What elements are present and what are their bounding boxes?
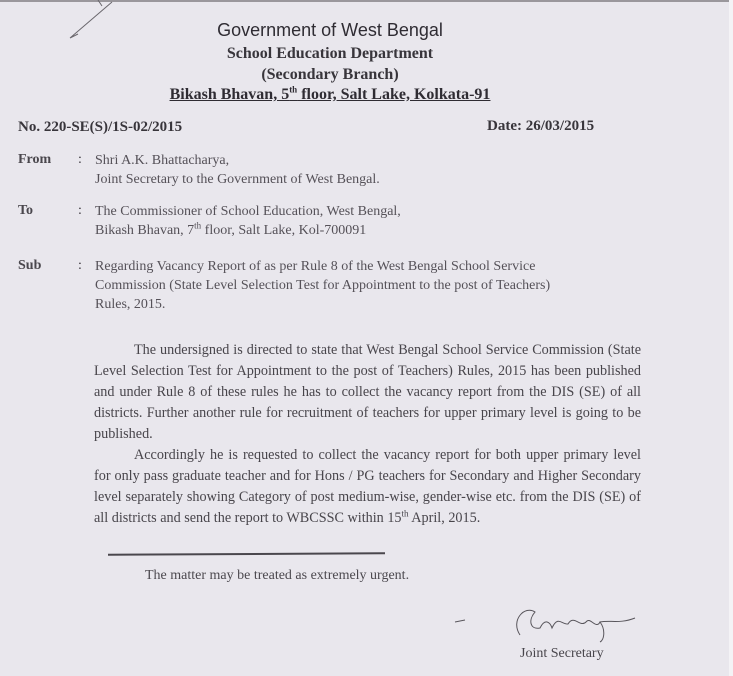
to-label: To: [18, 203, 34, 218]
subject-colon: :: [78, 258, 82, 273]
urgent-note: The matter may be treated as extremely urgent.: [145, 568, 410, 583]
department-heading: School Education Department: [226, 45, 434, 62]
to-value: The Commissioner of School Education, West Bengal, Bikash Bhavan, 7th floor, Salt Lake, Kol-700091: [95, 204, 401, 238]
handwritten-underline: [108, 552, 385, 555]
paragraph-2: Accordingly he is requested to collect the vacancy report for both upper primary level for only pass graduate teacher and for Hons / PG teachers for Secondary and Higher Secondary level separately showing Category of post medium-wise, gender-wise etc. from the DIS (SE) of all districts and send the report to WBCSSC within 15th April, 2015.: [94, 447, 641, 526]
subject-value: Regarding Vacancy Report of as per Rule 8 of the West Bengal School Service Commission (State Level Selection Test for Appointment to the post of Teachers) Rules, 2015.: [95, 259, 551, 312]
scan-edge-right: [729, 0, 733, 676]
signatory-title: Joint Secretary: [520, 646, 604, 661]
memo-date: Date: 26/03/2015: [487, 118, 595, 134]
paragraph-1: The undersigned is directed to state that West Bengal School Service Commission (State Level Selection Test for Appointment to the post of Teachers) Rules, 2015 has been published and under Rule 8 of these rules he has to collect the vacancy report from the DIS (SE) of all districts. Further another rule for recruitment of teachers for upper primary level is going to be published.: [94, 342, 641, 442]
subject-label: Sub: [18, 258, 42, 273]
from-label: From: [18, 152, 52, 167]
government-heading: Government of West Bengal: [217, 20, 443, 40]
memo-number: No. 220-SE(S)/1S-02/2015: [18, 119, 183, 135]
from-colon: :: [78, 152, 82, 167]
signature: [450, 600, 680, 645]
from-value: Shri A.K. Bhattacharya, Joint Secretary to the Government of West Bengal.: [95, 153, 380, 187]
letter-body: [94, 340, 641, 529]
to-colon: :: [78, 203, 82, 218]
address-heading: Bikash Bhavan, 5th floor, Salt Lake, Kolkata-91: [169, 84, 491, 103]
branch-heading: (Secondary Branch): [261, 66, 399, 83]
